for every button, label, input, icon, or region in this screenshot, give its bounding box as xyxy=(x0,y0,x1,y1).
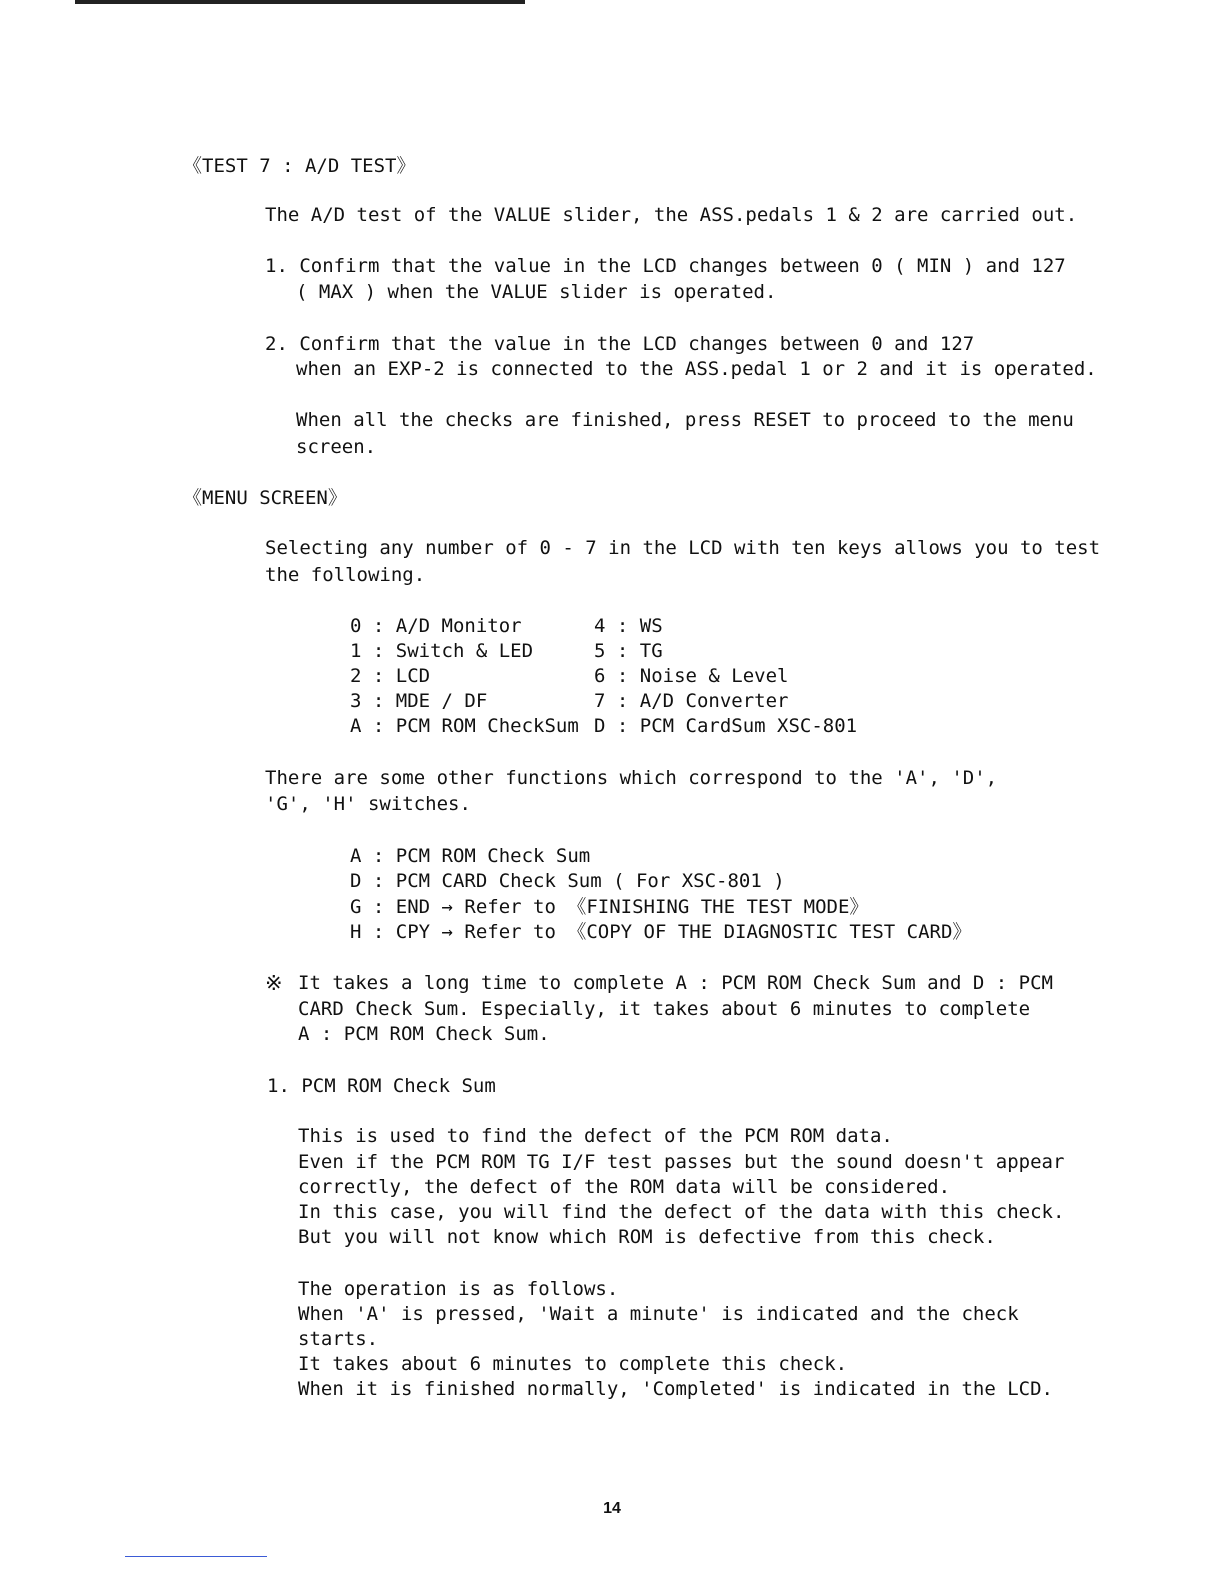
menu-item-left: 0 : A/D Monitor xyxy=(350,615,522,637)
checksum-para1-line: Even if the PCM ROM TG I/F test passes but the sound doesn't appear xyxy=(298,1151,1065,1173)
test7-step2-line2: when an EXP-2 is connected to the ASS.pedal 1 or 2 and it is operated. xyxy=(296,358,1097,380)
checksum-para2-line: The operation is as follows. xyxy=(298,1278,619,1300)
checksum-heading: 1. PCM ROM Check Sum xyxy=(267,1075,496,1097)
menu-item-left: 2 : LCD xyxy=(350,665,431,687)
checksum-para1-line: But you will not know which ROM is defective from this check. xyxy=(298,1226,996,1248)
test7-finish-line1: When all the checks are finished, press RESET to proceed to the menu xyxy=(296,409,1074,431)
menu-item-left: 1 : Switch & LED xyxy=(350,640,534,662)
checksum-para1-line: This is used to find the defect of the PCM ROM data. xyxy=(298,1125,893,1147)
test7-step2-line1: 2. Confirm that the value in the LCD changes between 0 and 127 xyxy=(265,333,975,355)
menu-intro-line2: the following. xyxy=(265,564,426,586)
function-item: A : PCM ROM Check Sum xyxy=(350,845,591,867)
menu-heading: 《MENU SCREEN》 xyxy=(183,487,347,509)
menu-item-left: A : PCM ROM CheckSum xyxy=(350,715,579,737)
test7-finish-line2: screen. xyxy=(296,436,377,458)
note-mark: ※ xyxy=(265,971,283,995)
checksum-para1-line: In this case, you will find the defect of the data with this check. xyxy=(298,1201,1065,1223)
top-rule xyxy=(75,0,525,4)
checksum-para2-line: When it is finished normally, 'Completed' is indicated in the LCD. xyxy=(298,1378,1053,1400)
checksum-para2-line: It takes about 6 minutes to complete this check. xyxy=(298,1353,848,1375)
menu-item-right: 5 : TG xyxy=(594,640,663,662)
function-item: D : PCM CARD Check Sum ( For XSC-801 ) xyxy=(350,870,785,892)
function-item: G : END → Refer to 《FINISHING THE TEST MODE》 xyxy=(350,896,869,918)
note-line2: CARD Check Sum. Especially, it takes about 6 minutes to complete xyxy=(298,998,1031,1020)
menu-item-right: 7 : A/D Converter xyxy=(594,690,789,712)
menu-item-right: 4 : WS xyxy=(594,615,663,637)
test7-intro: The A/D test of the VALUE slider, the ASS.pedals 1 & 2 are carried out. xyxy=(265,204,1078,226)
menu-item-left: 3 : MDE / DF xyxy=(350,690,488,712)
menu-other-line1: There are some other functions which correspond to the 'A', 'D', xyxy=(265,767,998,789)
menu-intro-line1: Selecting any number of 0 - 7 in the LCD with ten keys allows you to test xyxy=(265,537,1101,559)
function-item: H : CPY → Refer to 《COPY OF THE DIAGNOSTIC TEST CARD》 xyxy=(350,921,972,943)
checksum-para2-line: starts. xyxy=(298,1328,379,1350)
note-line1: It takes a long time to complete A : PCM ROM Check Sum and D : PCM xyxy=(298,972,1053,994)
test7-step1-line1: 1. Confirm that the value in the LCD changes between 0 ( MIN ) and 127 xyxy=(265,255,1066,277)
note-line3: A : PCM ROM Check Sum. xyxy=(298,1023,550,1045)
checksum-para2-line: When 'A' is pressed, 'Wait a minute' is indicated and the check xyxy=(298,1303,1019,1325)
test7-step1-line2: ( MAX ) when the VALUE slider is operated. xyxy=(296,281,777,303)
test7-heading: 《TEST 7 : A/D TEST》 xyxy=(183,155,416,177)
page-number: 14 xyxy=(603,1500,621,1517)
menu-other-line2: 'G', 'H' switches. xyxy=(265,793,471,815)
checksum-para1-line: correctly, the defect of the ROM data will be considered. xyxy=(298,1176,951,1198)
bottom-rule xyxy=(125,1556,267,1557)
menu-item-right: 6 : Noise & Level xyxy=(594,665,789,687)
menu-item-right: D : PCM CardSum XSC-801 xyxy=(594,715,858,737)
